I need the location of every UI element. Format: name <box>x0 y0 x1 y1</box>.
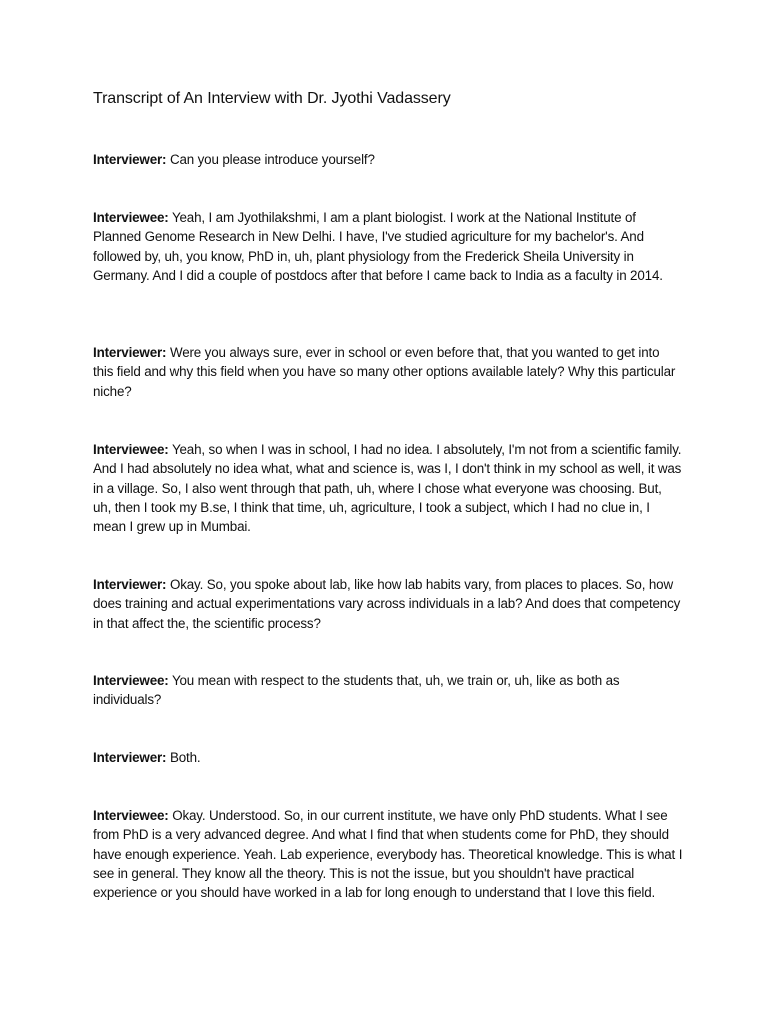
speaker-label: Interviewee: <box>93 673 169 688</box>
transcript-turn <box>93 208 683 285</box>
speaker-label: Interviewee: <box>93 210 169 225</box>
transcript-turn <box>93 806 683 902</box>
utterance-text: Yeah, so when I was in school, I had no idea. I absolutely, I'm not from a scientific family. And I had absolutely no idea what, what and science is, was I, I don't think in my school as well, it was in a village. So, I also went through that path, uh, where I chose what everyone was choosing. But, uh, then I took my B.se, I think that time, uh, agriculture, I took a subject, which I had no clue in, I mean I grew up in Mumbai. <box>93 442 682 535</box>
transcript-turn <box>93 671 683 710</box>
utterance-text: Okay. Understood. So, in our current institute, we have only PhD students. What I see from PhD is a very advanced degree. And what I find that when students come for PhD, they should have enough experience. Yeah. Lab experience, everybody has. Theoretical knowledge. This is what I see in general. They know all the theory. This is not the issue, but you shouldn't have practical experience or you should have worked in a lab for long enough to understand that I love this field. <box>93 808 683 901</box>
speaker-label: Interviewer: <box>93 577 167 592</box>
speaker-label: Interviewer: <box>93 345 167 360</box>
transcript-turn <box>93 748 683 767</box>
utterance-text: Both. <box>169 750 201 765</box>
utterance-text: Yeah, I am Jyothilakshmi, I am a plant biologist. I work at the National Institute of Planned Genome Research in New Delhi. I have, I've studied agriculture for my bachelor's. And followed by, uh, you know, PhD in, uh, plant physiology from the Frederick Sheila University in Germany. And I did a couple of postdocs after that before I came back to India as a faculty in 2014. <box>93 210 663 283</box>
speaker-label: Interviewer: <box>93 750 167 765</box>
speaker-label: Interviewee: <box>93 808 169 823</box>
speaker-label: Interviewer: <box>93 152 167 167</box>
transcript-turn <box>93 440 683 536</box>
utterance-text: Okay. So, you spoke about lab, like how lab habits vary, from places to places. So, how does training and actual experimentations vary across individuals in a lab? And does that competency in that affect the, the scientific process? <box>93 577 681 631</box>
transcript-turn <box>93 150 683 169</box>
transcript-turn <box>93 343 683 401</box>
document-title: Transcript of An Interview with Dr. Jyothi Vadassery <box>93 90 451 107</box>
transcript-turn <box>93 575 683 633</box>
speaker-label: Interviewee: <box>93 442 169 457</box>
utterance-text: Can you please introduce yourself? <box>169 152 375 167</box>
utterance-text: Were you always sure, ever in school or even before that, that you wanted to get into this field and why this field when you have so many other options available lately? Why this particular niche? <box>93 345 676 399</box>
utterance-text: You mean with respect to the students that, uh, we train or, uh, like as both as individuals? <box>93 673 620 708</box>
